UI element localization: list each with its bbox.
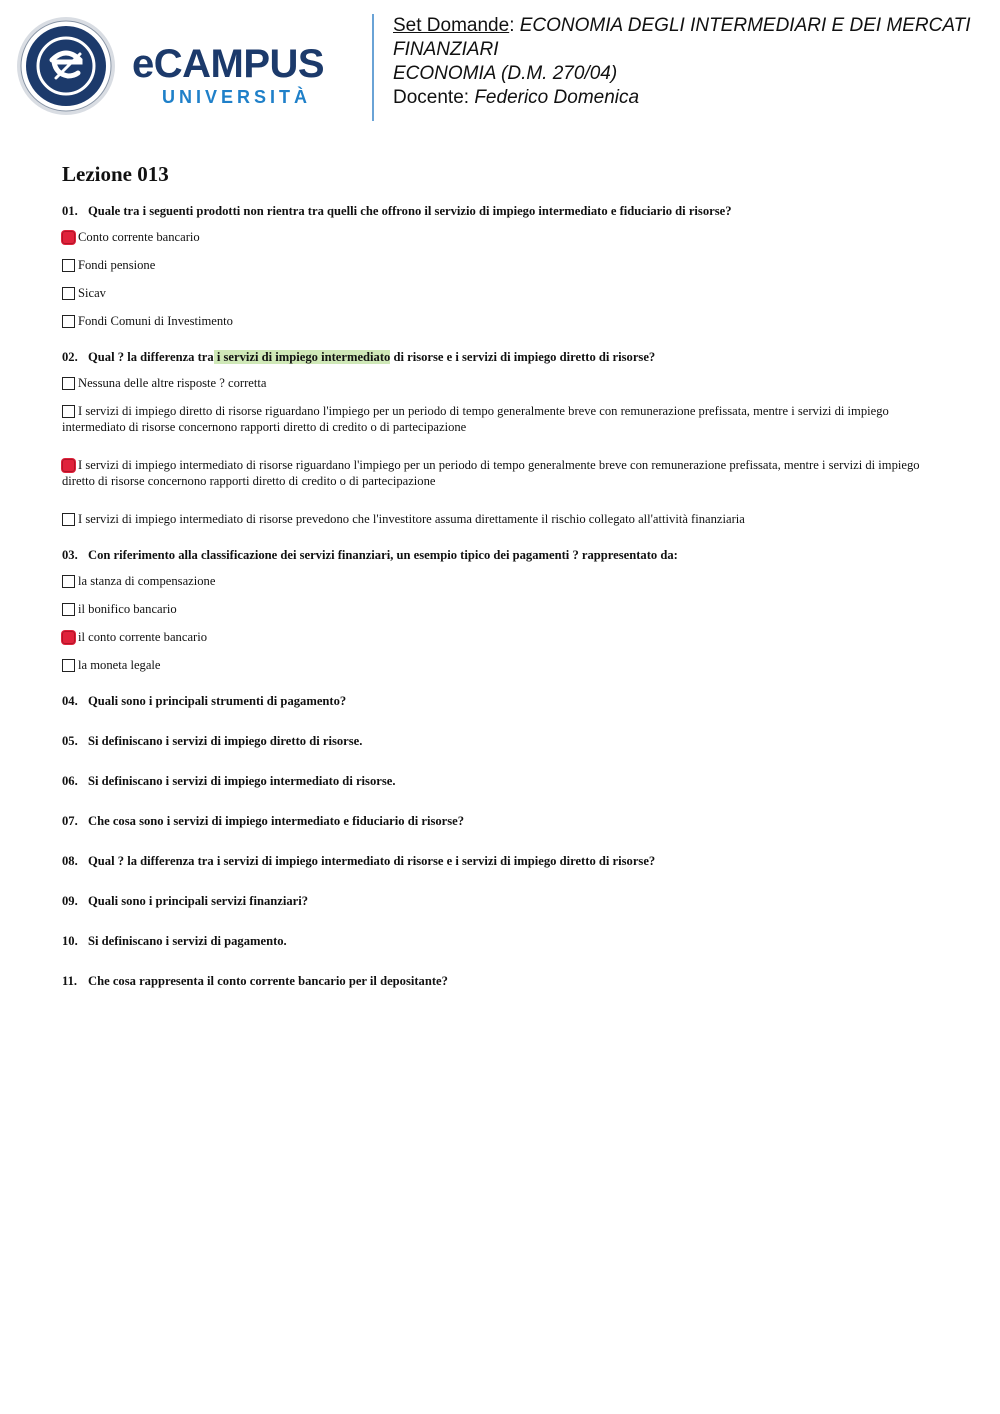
checkbox-checked-icon[interactable] [62, 459, 75, 472]
question-block [62, 203, 942, 329]
answer-option[interactable]: I servizi di impiego diretto di risorse riguardano l'impiego per un periodo di tempo generalmente breve con remunerazione prefissata, mentre i servizi di impiego intermediato di risorse concernono rapporti diretto di credito o di partecipazione [62, 404, 889, 434]
checkbox-checked-icon[interactable] [62, 631, 75, 644]
logo-sub-text: UNIVERSITÀ [162, 87, 312, 107]
set-label: Set Domande [393, 15, 510, 36]
question-block [62, 349, 942, 527]
answer-option[interactable]: la stanza di compensazione [62, 573, 942, 589]
checkbox-checked-icon[interactable] [62, 231, 75, 244]
logo-brand-text: eCAMPUS [132, 42, 325, 86]
answer-option[interactable]: I servizi di impiego intermediato di risorse prevedono che l'investitore assuma direttamente il rischio collegato all'attività finanziaria [62, 511, 942, 527]
question-text: 03. Con riferimento alla classificazione dei servizi finanziari, un esempio tipico dei pagamenti ? rappresentato da: [62, 548, 678, 562]
checkbox-icon[interactable] [62, 259, 75, 272]
answer-option[interactable]: Fondi Comuni di Investimento [62, 313, 942, 329]
degree-name: ECONOMIA (D.M. 270/04) [393, 63, 618, 84]
checkbox-icon[interactable] [62, 603, 75, 616]
checkbox-icon[interactable] [62, 315, 75, 328]
degree-line [393, 62, 988, 86]
checkbox-icon[interactable] [62, 377, 75, 390]
ecampus-wordmark [132, 42, 357, 112]
option-list [62, 229, 942, 329]
lesson-title: Lezione 013 [62, 162, 169, 186]
open-question: 08. Qual ? la differenza tra i servizi di impiego intermediato di risorse e i servizi di impiego diretto di risorse? [62, 854, 656, 868]
answer-option[interactable]: la moneta legale [62, 657, 942, 673]
checkbox-icon[interactable] [62, 513, 75, 526]
option-list [62, 375, 942, 527]
checkbox-icon[interactable] [62, 405, 75, 418]
answer-option[interactable]: il bonifico bancario [62, 601, 942, 617]
header-divider [372, 14, 374, 121]
open-question: 04. Quali sono i principali strumenti di pagamento? [62, 694, 347, 708]
question-text: 02. Qual ? la differenza tra i servizi di impiego intermediato di risorse e i servizi di impiego diretto di risorse? [62, 350, 656, 364]
checkbox-icon[interactable] [62, 575, 75, 588]
question-text: 01. Quale tra i seguenti prodotti non rientra tra quelli che offrono il servizio di impiego intermediato e fiduciario di risorse? [62, 204, 732, 218]
set-line: Set Domande: ECONOMIA DEGLI INTERMEDIARI E DEI MERCATI [393, 15, 971, 36]
question-block [62, 547, 942, 673]
document-body [62, 160, 942, 1013]
answer-option[interactable]: Fondi pensione [62, 257, 942, 273]
option-list [62, 573, 942, 673]
answer-option[interactable]: Nessuna delle altre risposte ? corretta [62, 375, 942, 391]
open-question: 11. Che cosa rappresenta il conto corrente bancario per il depositante? [62, 974, 448, 988]
open-question: 10. Si definiscano i servizi di pagamento. [62, 934, 287, 948]
ecampus-seal-logo [16, 16, 116, 116]
course-title-2: FINANZIARI [393, 39, 499, 60]
teacher-name: Federico Domenica [474, 87, 640, 108]
open-question: 06. Si definiscano i servizi di impiego intermediato di risorse. [62, 774, 396, 788]
answer-option[interactable]: il conto corrente bancario [62, 629, 942, 645]
text-highlight: i servizi di impiego intermediato [213, 350, 391, 364]
open-question: 09. Quali sono i principali servizi finanziari? [62, 894, 309, 908]
checkbox-icon[interactable] [62, 287, 75, 300]
answer-option[interactable]: Sicav [62, 285, 942, 301]
answer-option[interactable]: I servizi di impiego intermediato di risorse riguardano l'impiego per un periodo di tempo generalmente breve con remunerazione prefissata, mentre i servizi di impiego diretto di risorse concernono rapporti diretto di credito o di partecipazione [62, 458, 920, 488]
teacher-label: Docente: [393, 87, 475, 108]
checkbox-icon[interactable] [62, 659, 75, 672]
answer-option[interactable]: Conto corrente bancario [62, 229, 942, 245]
open-question: 05. Si definiscano i servizi di impiego diretto di risorse. [62, 734, 363, 748]
teacher-line [393, 86, 988, 110]
header-info [393, 14, 988, 110]
course-title-1: ECONOMIA DEGLI INTERMEDIARI E DEI MERCATI [519, 15, 971, 36]
course-line-2 [393, 38, 988, 62]
page-header [0, 0, 1000, 130]
open-question: 07. Che cosa sono i servizi di impiego intermediato e fiduciario di risorse? [62, 814, 465, 828]
